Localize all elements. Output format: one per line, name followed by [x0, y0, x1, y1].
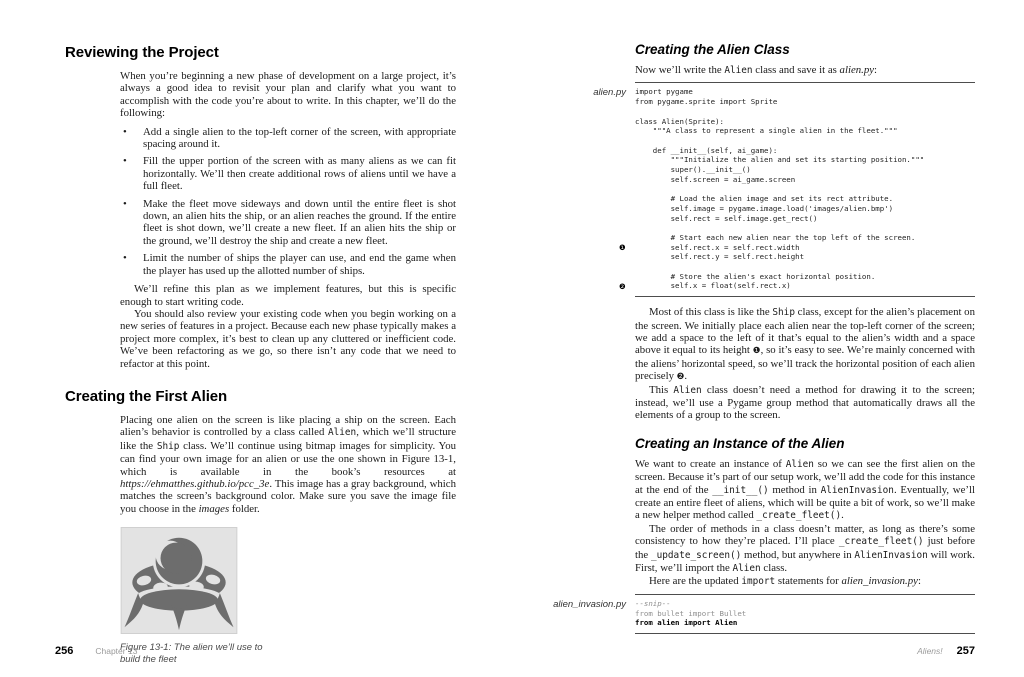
heading-creating-the-alien-class: Creating the Alien Class	[635, 42, 790, 57]
text-segment: When you’re beginning a new phase of development on a large project, it’s always a good idea to revisit your plan and clarify what you want to accomplish with the code you’re about to write. In this chapter, we’ll do the following:	[120, 70, 456, 120]
paragraph	[120, 308, 456, 370]
code-line	[635, 146, 975, 156]
heading-creating-an-instance-of-the-alien: Creating an Instance of the Alien	[635, 435, 845, 451]
code-line	[635, 223, 975, 233]
text-segment: Alien	[327, 427, 357, 439]
code-line	[619, 281, 975, 291]
text-segment: https://ehmatthes.github.io/pcc_3e	[120, 477, 270, 490]
text-segment: We’ll refine this plan as we implement features, but this is specific enough to start writing code.	[120, 283, 456, 308]
text-segment: import	[741, 576, 776, 588]
figure-13-1	[120, 527, 457, 665]
text-segment: AlienInvasion	[854, 549, 928, 561]
code-line	[635, 262, 975, 272]
paragraph	[120, 70, 456, 120]
footer-left	[55, 641, 137, 659]
code-text	[635, 223, 639, 232]
code-line	[635, 184, 975, 194]
text-segment: will work. First, we’ll import the	[635, 548, 975, 575]
code-text: from pygame.sprite import Sprite	[635, 97, 778, 107]
code-filename-label: alien.py	[593, 87, 626, 99]
code-line	[635, 204, 975, 214]
code-text: """A class to represent a single alien in the fleet."""	[635, 126, 898, 136]
code-line	[635, 272, 975, 282]
code-marker-icon: ❶	[619, 243, 626, 253]
paragraph	[635, 523, 975, 576]
code-line	[635, 155, 975, 165]
code-text	[635, 107, 639, 116]
page-right	[553, 42, 975, 643]
paragraph	[635, 458, 975, 523]
text-segment: _create_fleet()	[756, 510, 842, 522]
text-segment: :	[874, 64, 878, 76]
text-segment: class.	[760, 562, 788, 575]
code-line	[635, 599, 975, 609]
code-text: class Alien(Sprite):	[635, 116, 724, 126]
text-segment: Ship	[156, 440, 180, 452]
text-segment: class doesn’t need a method for drawing it to the screen; instead, we’ll use a Pygame group method that automatically draws all the elements of a group to the screen.	[635, 383, 975, 422]
paragraph	[120, 414, 456, 515]
code-text: # Load the alien image and set its rect attribute.	[635, 194, 894, 204]
text-segment: Here are the updated	[649, 575, 742, 588]
left-body-2	[120, 414, 456, 515]
text-segment: The order of methods in a class doesn’t matter, as long as there’s some consistency to how they’re placed. I’ll place	[635, 522, 975, 548]
code-marker-icon: ❷	[619, 281, 626, 291]
code-text	[635, 184, 639, 193]
plan-bullet-list	[120, 126, 456, 277]
text-segment: Alien	[785, 458, 814, 470]
page-number: 256	[55, 645, 74, 657]
code-text: super().__init__()	[635, 165, 751, 175]
heading-creating-the-first-alien: Creating the First Alien	[65, 387, 228, 405]
code-text: self.rect = self.image.get_rect()	[635, 213, 818, 223]
text-segment: so we can see the first alien on the screen. Because it’s part of our setup work, we’ll add the code for this instance at the end of the	[635, 457, 975, 496]
code-line	[635, 609, 975, 619]
text-segment: .	[684, 370, 688, 383]
code-text	[635, 262, 639, 271]
running-head: Chapter 13	[95, 646, 138, 656]
code-text: self.rect.x = self.rect.width	[635, 242, 800, 252]
bullet-item	[120, 252, 456, 277]
code-marker-icon: ❷	[676, 372, 685, 383]
text-segment: Fill the upper portion of the screen with as many aliens as we can fit horizontally. We’ll then create additional rows of aliens until we have a full fleet.	[143, 155, 456, 193]
code-line	[635, 107, 975, 117]
text-segment: .	[841, 509, 844, 522]
page-left	[65, 44, 457, 665]
code-line	[619, 242, 975, 253]
code-line	[635, 117, 975, 127]
code-text: # Start each new alien near the top left of the screen.	[635, 232, 916, 242]
code-line	[635, 252, 975, 262]
paragraph	[635, 384, 975, 422]
code-line	[635, 214, 975, 224]
text-segment: _update_screen()	[650, 549, 742, 561]
text-segment: . This image has a gray background, which matches the screen’s background color. Make sure you save the image file you choose in the	[120, 477, 456, 515]
text-segment: folder.	[229, 502, 260, 515]
text-segment: method in	[768, 483, 821, 496]
text-segment: This	[649, 383, 674, 396]
bullet-item	[120, 126, 456, 151]
code-text: self.x = float(self.rect.x)	[635, 281, 791, 291]
alien-ufo-image	[120, 527, 238, 634]
text-segment: :	[917, 575, 921, 588]
text-segment: __init__()	[712, 484, 769, 496]
text-segment: images	[198, 502, 230, 515]
heading-reviewing-the-project: Reviewing the Project	[65, 44, 219, 61]
ufo-hull	[140, 589, 218, 610]
code-text: from alien import Alien	[635, 618, 738, 628]
text-segment: alien_invasion.py	[841, 575, 918, 588]
paragraph	[635, 575, 975, 588]
text-segment: . Eventually, we’ll create an entire fleet of aliens, which will be quite a bit of work, so we’ll make a new helper method called	[635, 483, 975, 522]
text-segment: , which we’ll structure like the	[120, 426, 456, 452]
text-segment: class. We’ll continue using bitmap images for simplicity. You can find your own image for an alien or use the one shown in Figure 13-1, which is available in the book’s resources at	[120, 439, 457, 478]
text-segment: Alien	[673, 384, 702, 396]
text-segment: Alien	[724, 65, 753, 76]
text-segment: We want to create an instance of	[635, 457, 786, 470]
text-segment: Alien	[732, 563, 761, 575]
left-body	[120, 70, 456, 370]
text-segment: Make the fleet move sideways and down until the entire fleet is shot down, an alien hits the ship, or an alien reaches the ground. If the entire fleet is shot down, we’ll create a new fleet. If an alien hits the ship or the ground, we’ll destroy the ship and create a new fleet.	[143, 197, 456, 247]
dome-highlight-cover	[161, 543, 192, 574]
footer-right	[917, 641, 975, 659]
code-block	[619, 87, 975, 291]
code-line	[635, 233, 975, 243]
code-line	[635, 126, 975, 136]
code-text: from bullet import Bullet	[635, 608, 747, 618]
text-segment: Placing one alien on the screen is like placing a ship on the screen. Each alien’s behavior is controlled by a class called	[120, 413, 456, 439]
code-block	[635, 599, 975, 628]
text-segment: Limit the number of ships the player can use, and end the game when the player has used up the allotted number of ships.	[143, 252, 456, 277]
text-segment: just before the	[635, 535, 975, 561]
text-segment: class, except for the alien’s placement on the screen. We initially place each alien near the top-left corner of the screen; we add a space to the left of it that’s equal to the alien’s width and a space above it equal to its height	[635, 306, 975, 357]
code-filename-label: alien_invasion.py	[553, 598, 626, 610]
code-listing-alien-py	[593, 82, 975, 297]
paragraph	[120, 283, 456, 308]
paragraph	[635, 64, 975, 77]
running-head: Aliens!	[917, 646, 943, 656]
code-line	[635, 87, 975, 97]
text-segment: Now we’ll write the	[635, 64, 725, 76]
text-segment: _create_fleet()	[838, 536, 924, 548]
code-line	[635, 165, 975, 175]
text-segment: AlienInvasion	[820, 484, 894, 496]
code-listing-alien-invasion-py	[553, 594, 975, 634]
code-text: self.screen = ai_game.screen	[635, 174, 796, 184]
bullet-item	[120, 198, 456, 248]
code-text	[635, 136, 639, 145]
code-line	[635, 175, 975, 185]
code-line	[635, 97, 975, 107]
text-segment: method, but anywhere in	[741, 548, 855, 561]
code-line	[635, 136, 975, 146]
code-text: """Initialize the alien and set its starting position."""	[635, 155, 925, 165]
text-segment: , so it’s easy to see. We’re mainly concerned with the aliens’ horizontal speed, so we’ll track the horizontal position of each alien precisely	[635, 344, 975, 383]
code-text: --snip--	[635, 598, 671, 608]
text-segment: class and save it as	[752, 64, 840, 76]
bullet-item	[120, 155, 456, 192]
paragraph	[635, 306, 975, 383]
code-text: # Store the alien's exact horizontal position.	[635, 271, 876, 281]
text-segment: You should also review your existing code when you begin working on a new series of features in a project. Because each new phase typically makes a project more complex, it’s best to clean up any cluttered or inefficient code. We’ve been refactoring as we go, so there isn’t any code that we need to refactor at this point.	[120, 307, 456, 370]
page-number: 257	[956, 645, 975, 657]
code-text: self.image = pygame.image.load('images/alien.bmp')	[635, 203, 894, 213]
code-text: import pygame	[635, 87, 693, 97]
code-marker-icon: ❶	[752, 346, 761, 357]
code-line	[635, 618, 975, 628]
code-line	[635, 194, 975, 204]
figure-caption: Figure 13-1: The alien we’ll use to build the fleet	[120, 642, 263, 665]
text-segment: Ship	[772, 307, 795, 319]
text-segment: statements for	[775, 575, 842, 588]
text-segment: Most of this class is like the	[649, 306, 773, 319]
text-segment: alien.py	[839, 64, 875, 76]
text-segment: Add a single alien to the top-left corner of the screen, with appropriate spacing around it.	[143, 125, 456, 151]
code-text: self.rect.y = self.rect.height	[635, 252, 805, 262]
code-text: def __init__(self, ai_game):	[635, 145, 778, 155]
